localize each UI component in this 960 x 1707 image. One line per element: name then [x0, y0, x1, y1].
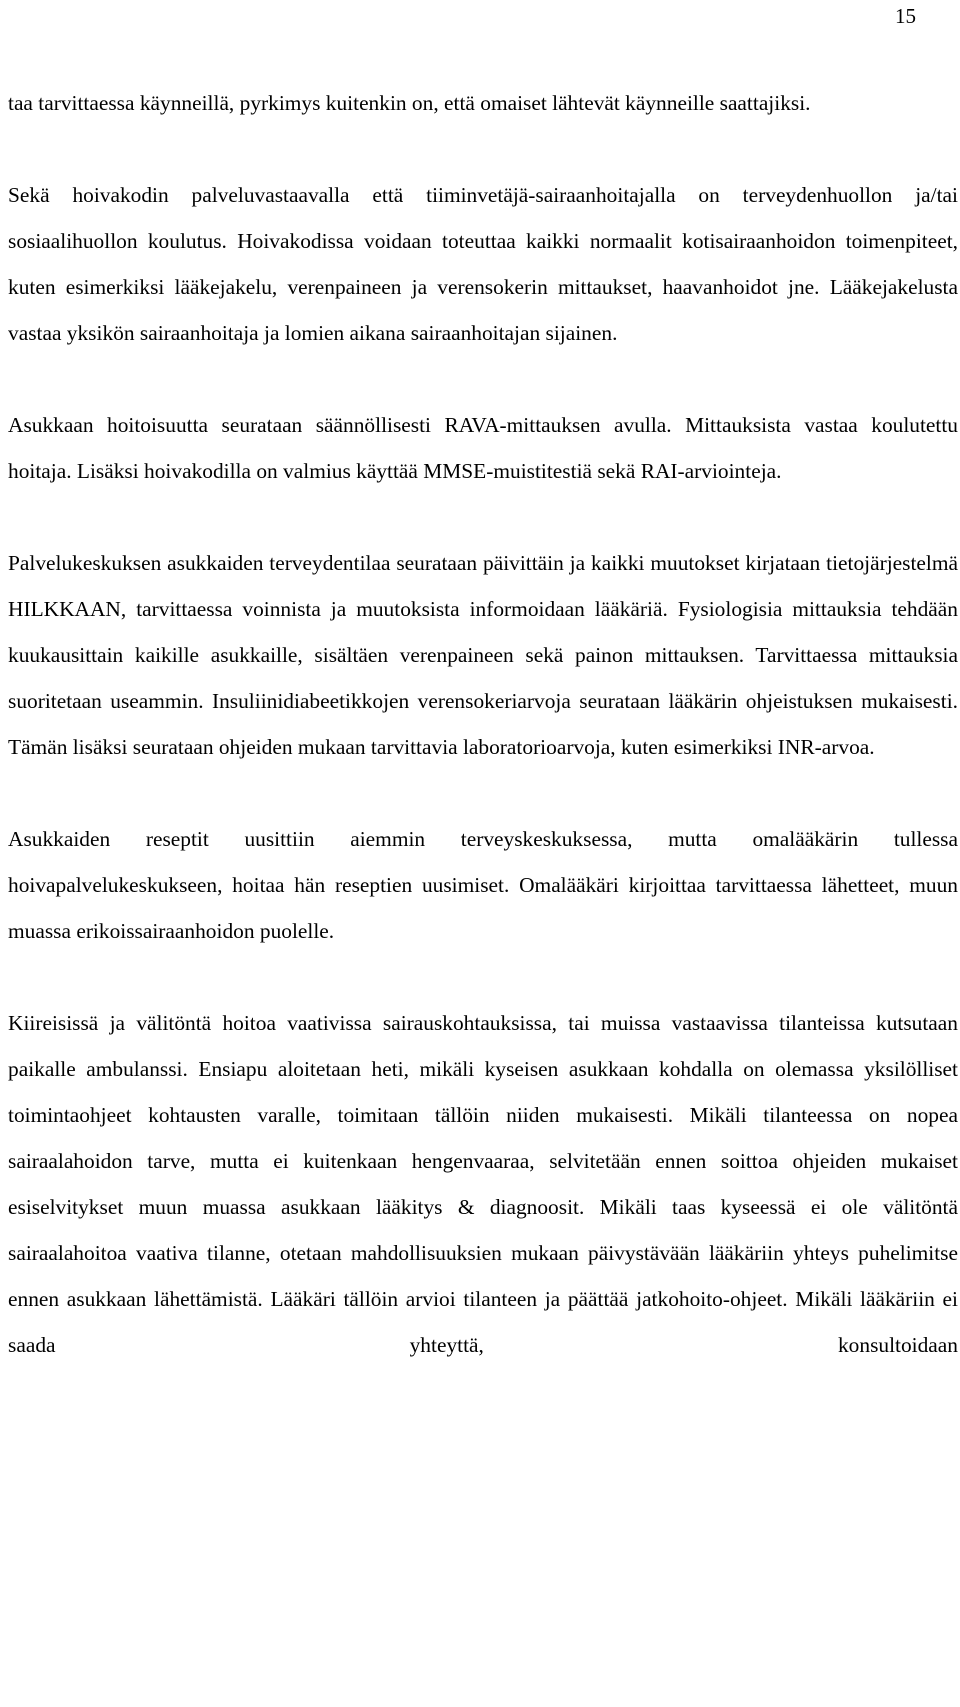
- paragraph-6: Kiireisissä ja välitöntä hoitoa vaativissa sairauskohtauksissa, tai muissa vastaavissa tilanteissa kutsutaan paikalle ambulanssi. Ensiapu aloitetaan heti, mikäli kyseisen asukkaan kohdalla on olemassa yksilölliset toimintaohjeet kohtausten varalle, toimitaan tällöin niiden mukaisesti. Mikäli tilanteessa on nopea sairaalahoidon tarve, mutta ei kuitenkaan hengenvaaraa, selvitetään ennen soittoa ohjeiden mukaiset esiselvitykset muun muassa asukkaan lääkitys & diagnoosit. Mikäli taas kyseessä ei ole välitöntä sairaalahoitoa vaativa tilanne, otetaan mahdollisuuksien mukaan päivystävään lääkäriin yhteys puhelimitse ennen asukkaan lähettämistä. Lääkäri tällöin arvioi tilanteen ja päättää jatkohoito-ohjeet. Mikäli lääkäriin ei saada yhteyttä, konsultoidaan: [8, 1011, 958, 1357]
- paragraph-1: taa tarvittaessa käynneillä, pyrkimys kuitenkin on, että omaiset lähtevät käynneille saattajiksi.: [8, 91, 811, 115]
- paragraph-2: Sekä hoivakodin palveluvastaavalla että tiiminvetäjä-sairaanhoitajalla on terveydenhuollon ja/tai sosiaalihuollon koulutus. Hoivakodissa voidaan toteuttaa kaikki normaalit kotisairaanhoidon toimenpiteet, kuten esimerkiksi lääkejakelu, verenpaineen ja verensokerin mittaukset, haavanhoidot jne. Lääkejakelusta vastaa yksikön sairaanhoitaja ja lomien aikana sairaanhoitajan sijainen.: [8, 183, 958, 345]
- page-number: 15: [895, 4, 916, 28]
- paragraph-3: Asukkaan hoitoisuutta seurataan säännöllisesti RAVA-mittauksen avulla. Mittauksista vastaa koulutettu hoitaja. Lisäksi hoivakodilla on valmius käyttää MMSE-muistitestiä sekä RAI-arviointeja.: [8, 413, 958, 483]
- body-text: [8, 80, 958, 1368]
- paragraph-5: Asukkaiden reseptit uusittiin aiemmin terveyskeskuksessa, mutta omalääkärin tullessa hoivapalvelukeskukseen, hoitaa hän reseptien uusimiset. Omalääkäri kirjoittaa tarvittaessa lähetteet, muun muassa erikoissairaanhoidon puolelle.: [8, 827, 958, 943]
- paragraph-4: Palvelukeskuksen asukkaiden terveydentilaa seurataan päivittäin ja kaikki muutokset kirjataan tietojärjestelmä HILKKAAN, tarvittaessa voinnista ja muutoksista informoidaan lääkäriä. Fysiologisia mittauksia tehdään kuukausittain kaikille asukkaille, sisältäen verenpaineen sekä painon mittauksen. Tarvittaessa mittauksia suoritetaan useammin. Insuliinidiabeetikkojen verensokeriarvoja seurataan lääkärin ohjeistuksen mukaisesti. Tämän lisäksi seurataan ohjeiden mukaan tarvittavia laboratorioarvoja, kuten esimerkiksi INR-arvoa.: [8, 551, 958, 759]
